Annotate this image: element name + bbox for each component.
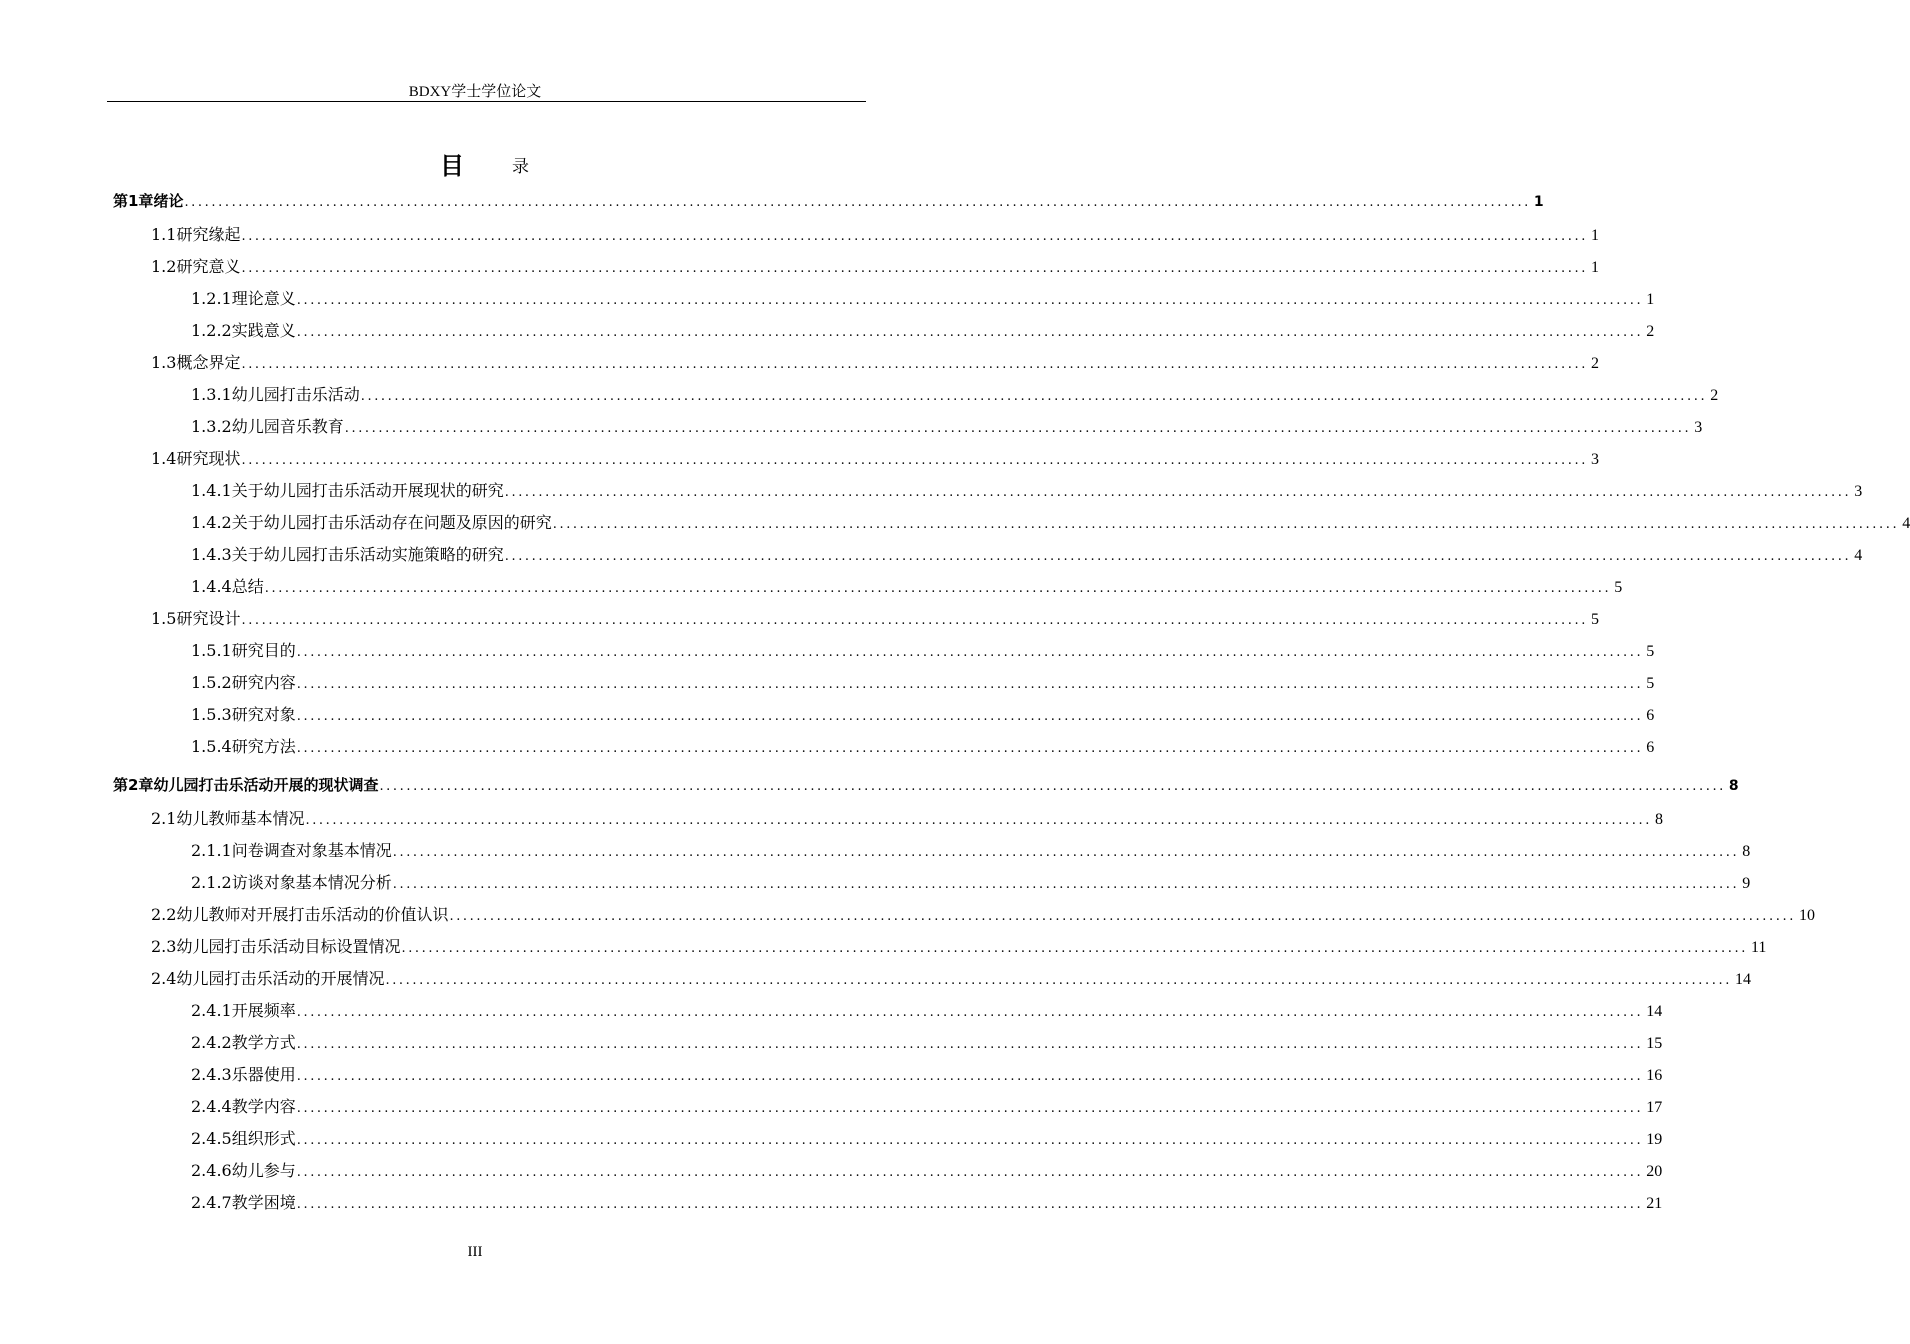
toc-entry-number: 1.2.1 xyxy=(191,289,232,308)
toc-entry-title: 组织形式 xyxy=(231,1129,296,1148)
toc-leader-dots: ........................................................................................................................................................................................................ xyxy=(296,741,1644,756)
toc-entry-title: 幼儿教师基本情况 xyxy=(176,809,305,828)
toc-entry[interactable] xyxy=(191,670,1655,694)
toc-entry-page: 2 xyxy=(1646,323,1655,340)
toc-entry-title: 教学困境 xyxy=(231,1193,296,1212)
toc-entry-number: 2.4.4 xyxy=(191,1097,232,1116)
toc-entry-page: 8 xyxy=(1728,778,1739,794)
toc-title-char-1: 目 xyxy=(440,152,464,180)
toc-entry[interactable] xyxy=(191,478,1863,502)
toc-entry-page: 5 xyxy=(1614,579,1623,596)
toc-entry-number: 2.4.3 xyxy=(191,1065,232,1084)
toc-entry-title: 研究对象 xyxy=(231,705,296,724)
toc-entry[interactable] xyxy=(191,1126,1663,1150)
toc-entry-number: 1.5 xyxy=(151,609,177,628)
toc-leader-dots: ........................................................................................................................................................................................................ xyxy=(305,813,1652,828)
toc-entry-number: 1.3.2 xyxy=(191,417,232,436)
toc-entry-number: 2.1 xyxy=(151,809,177,828)
toc-entry-page: 5 xyxy=(1646,643,1655,660)
toc-entry-page: 6 xyxy=(1646,739,1655,756)
toc-entry-title: 幼儿参与 xyxy=(231,1161,296,1180)
toc-entry-page: 14 xyxy=(1734,971,1751,988)
toc-leader-dots: ........................................................................................................................................................................................................ xyxy=(360,389,1708,404)
toc-entry-title: 研究内容 xyxy=(231,673,296,692)
toc-entry-page: 11 xyxy=(1750,939,1767,956)
page-number: III xyxy=(467,1244,483,1260)
toc-entry-title: 理论意义 xyxy=(231,289,296,308)
toc-entry-page: 14 xyxy=(1646,1003,1663,1020)
toc-entry-number: 2.1.2 xyxy=(191,873,232,892)
toc-entry-page: 20 xyxy=(1646,1163,1663,1180)
toc-entry[interactable] xyxy=(151,222,1599,246)
toc-entry-title: 幼儿园音乐教育 xyxy=(231,417,344,436)
toc-entry-page: 10 xyxy=(1798,907,1815,924)
toc-entry-title: 关于幼儿园打击乐活动开展现状的研究 xyxy=(231,481,504,500)
toc-entry[interactable] xyxy=(191,574,1623,598)
toc-entry-page: 1 xyxy=(1590,227,1599,244)
toc-entry-number: 2.4 xyxy=(151,969,177,988)
toc-entry-page: 1 xyxy=(1533,194,1544,210)
toc-entry[interactable] xyxy=(191,414,1703,438)
toc-title-char-2: 录 xyxy=(512,157,529,177)
toc-entry-page: 5 xyxy=(1646,675,1655,692)
toc-entry-number: 2.4.1 xyxy=(191,1001,232,1020)
toc-entry-title: 研究方法 xyxy=(231,737,296,756)
toc-leader-dots: ........................................................................................................................................................................................................ xyxy=(296,1165,1644,1180)
toc-entry-title: 研究现状 xyxy=(176,449,241,468)
toc-entry-title: 实践意义 xyxy=(231,321,296,340)
toc-entry-title: 总结 xyxy=(231,577,264,596)
toc-entry-page: 4 xyxy=(1902,515,1910,532)
toc-entry[interactable] xyxy=(191,870,1751,894)
toc-entry-title: 教学方式 xyxy=(231,1033,296,1052)
toc-entry-page: 5 xyxy=(1590,611,1599,628)
toc-entry-page: 15 xyxy=(1646,1035,1663,1052)
toc-leader-dots: ........................................................................................................................................................................................................ xyxy=(184,195,1531,210)
toc-entry[interactable] xyxy=(151,966,1751,990)
toc-leader-dots: ........................................................................................................................................................................................................ xyxy=(296,293,1644,308)
toc-entry-number: 2.3 xyxy=(151,937,177,956)
toc-entry-number: 1.4.3 xyxy=(191,545,232,564)
toc-entry-page: 19 xyxy=(1646,1131,1663,1148)
toc-entry-title: 幼儿园打击乐活动 xyxy=(231,385,360,404)
toc-entry[interactable] xyxy=(191,542,1863,566)
toc-leader-dots: ........................................................................................................................................................................................................ xyxy=(504,549,1852,564)
toc-entry[interactable] xyxy=(151,934,1767,958)
toc-leader-dots: ........................................................................................................................................................................................................ xyxy=(296,1037,1644,1052)
toc-entry-number: 1.2.2 xyxy=(191,321,232,340)
toc-entry-title: 研究设计 xyxy=(176,609,241,628)
toc-entry-title: 幼儿教师对开展打击乐活动的价值认识 xyxy=(176,905,449,924)
toc-entry-title: 概念界定 xyxy=(176,353,241,372)
toc-entry[interactable] xyxy=(151,350,1599,374)
toc-entry[interactable] xyxy=(151,254,1599,278)
toc-leader-dots: ........................................................................................................................................................................................................ xyxy=(296,677,1644,692)
toc-entry-page: 2 xyxy=(1710,387,1719,404)
toc-leader-dots: ........................................................................................................................................................................................................ xyxy=(392,845,1740,860)
toc-entry-page: 16 xyxy=(1646,1067,1663,1084)
toc-entry-number: 2.2 xyxy=(151,905,177,924)
toc-entry-number: 2.1.1 xyxy=(191,841,232,860)
toc-entry-page: 1 xyxy=(1590,259,1599,276)
toc-entry[interactable] xyxy=(191,1062,1663,1086)
toc-entry-title: 访谈对象基本情况分析 xyxy=(231,873,392,892)
toc-entry[interactable] xyxy=(151,806,1663,830)
toc-leader-dots: ........................................................................................................................................................................................................ xyxy=(296,1133,1644,1148)
toc-leader-dots: ........................................................................................................................................................................................................ xyxy=(241,613,1588,628)
toc-leader-dots: ........................................................................................................................................................................................................ xyxy=(241,357,1588,372)
toc-entry-number: 2.4.7 xyxy=(191,1193,232,1212)
toc-entry-title: 教学内容 xyxy=(231,1097,296,1116)
toc-entry-title: 研究缘起 xyxy=(176,225,241,244)
toc-entry-number: 第1章 xyxy=(113,192,154,210)
toc-entry-page: 3 xyxy=(1590,451,1599,468)
toc-entry-number: 1.4.2 xyxy=(191,513,232,532)
toc-entry-title: 问卷调查对象基本情况 xyxy=(231,841,392,860)
toc-entry-title: 关于幼儿园打击乐活动存在问题及原因的研究 xyxy=(231,513,552,532)
toc-entry[interactable] xyxy=(191,1030,1663,1054)
toc-entry-page: 6 xyxy=(1646,707,1655,724)
toc-leader-dots: ........................................................................................................................................................................................................ xyxy=(392,877,1740,892)
toc-entry[interactable] xyxy=(151,606,1599,630)
toc-entry-page: 21 xyxy=(1646,1195,1663,1212)
toc-leader-dots: ........................................................................................................................................................................................................ xyxy=(344,421,1692,436)
toc-leader-dots: ........................................................................................................................................................................................................ xyxy=(241,229,1588,244)
toc-entry[interactable] xyxy=(191,638,1655,662)
toc-entry-title: 研究目的 xyxy=(231,641,296,660)
toc-entry[interactable] xyxy=(191,1158,1663,1182)
toc-entry-title: 幼儿园打击乐活动开展的现状调查 xyxy=(153,776,379,794)
toc-entry-number: 1.5.1 xyxy=(191,641,232,660)
toc-leader-dots: ........................................................................................................................................................................................................ xyxy=(296,709,1644,724)
toc-leader-dots: ........................................................................................................................................................................................................ xyxy=(401,941,1748,956)
toc-leader-dots: ........................................................................................................................................................................................................ xyxy=(241,261,1588,276)
toc-entry-title: 开展频率 xyxy=(231,1001,296,1020)
toc-leader-dots: ........................................................................................................................................................................................................ xyxy=(449,909,1796,924)
toc-entry[interactable] xyxy=(113,190,1544,214)
toc-leader-dots: ........................................................................................................................................................................................................ xyxy=(296,1197,1644,1212)
toc-entry-title: 幼儿园打击乐活动目标设置情况 xyxy=(176,937,401,956)
toc-entry-number: 2.4.2 xyxy=(191,1033,232,1052)
toc-entry[interactable] xyxy=(191,382,1719,406)
toc-entry-number: 2.4.6 xyxy=(191,1161,232,1180)
toc-entry-number: 2.4.5 xyxy=(191,1129,232,1148)
toc-entry-title: 关于幼儿园打击乐活动实施策略的研究 xyxy=(231,545,504,564)
toc-leader-dots: ........................................................................................................................................................................................................ xyxy=(379,779,1726,794)
toc-entry-number: 1.5.4 xyxy=(191,737,232,756)
toc-entry-title: 乐器使用 xyxy=(231,1065,296,1084)
toc-leader-dots: ........................................................................................................................................................................................................ xyxy=(296,1101,1644,1116)
toc-leader-dots: ........................................................................................................................................................................................................ xyxy=(296,325,1644,340)
toc-entry-title: 研究意义 xyxy=(176,257,241,276)
toc-leader-dots: ........................................................................................................................................................................................................ xyxy=(552,517,1900,532)
toc-entry-page: 9 xyxy=(1742,875,1751,892)
toc-entry[interactable] xyxy=(113,774,1739,798)
toc-leader-dots: ........................................................................................................................................................................................................ xyxy=(504,485,1852,500)
toc-leader-dots: ........................................................................................................................................................................................................ xyxy=(296,1069,1644,1084)
toc-entry[interactable] xyxy=(151,902,1815,926)
toc-entry-title: 幼儿园打击乐活动的开展情况 xyxy=(176,969,385,988)
toc-entry[interactable] xyxy=(191,286,1655,310)
toc-entry[interactable] xyxy=(191,838,1751,862)
toc-entry[interactable] xyxy=(191,1190,1663,1214)
header-rule xyxy=(107,101,866,102)
toc-entry-page: 17 xyxy=(1646,1099,1663,1116)
toc-leader-dots: ........................................................................................................................................................................................................ xyxy=(385,973,1732,988)
toc-title xyxy=(0,146,950,180)
toc-entry[interactable] xyxy=(191,734,1655,758)
toc-entry-number: 1.3 xyxy=(151,353,177,372)
toc-entry-number: 1.1 xyxy=(151,225,177,244)
toc-leader-dots: ........................................................................................................................................................................................................ xyxy=(296,645,1644,660)
toc-entry[interactable] xyxy=(191,510,1910,534)
toc-entry-page: 3 xyxy=(1854,483,1863,500)
toc-leader-dots: ........................................................................................................................................................................................................ xyxy=(296,1005,1644,1020)
running-header: BDXY学士学位论文 xyxy=(408,84,542,100)
toc-entry-number: 1.2 xyxy=(151,257,177,276)
toc-entry-page: 8 xyxy=(1654,811,1663,828)
toc-entry-page: 1 xyxy=(1646,291,1655,308)
toc-entry-page: 3 xyxy=(1694,419,1703,436)
toc-entry-number: 1.4 xyxy=(151,449,177,468)
toc-entry-number: 1.4.4 xyxy=(191,577,232,596)
toc-entry[interactable] xyxy=(191,1094,1663,1118)
toc-entry-number: 第2章 xyxy=(113,776,154,794)
toc-entry-page: 4 xyxy=(1854,547,1863,564)
toc-entry-number: 1.5.2 xyxy=(191,673,232,692)
toc-entry[interactable] xyxy=(191,998,1663,1022)
toc-entry-page: 2 xyxy=(1590,355,1599,372)
toc-entry-number: 1.5.3 xyxy=(191,705,232,724)
toc-entry[interactable] xyxy=(191,318,1655,342)
toc-leader-dots: ........................................................................................................................................................................................................ xyxy=(241,453,1588,468)
toc-entry-title: 绪论 xyxy=(153,192,184,210)
toc-leader-dots: ........................................................................................................................................................................................................ xyxy=(264,581,1612,596)
toc-entry-page: 8 xyxy=(1742,843,1751,860)
toc-entry-number: 1.3.1 xyxy=(191,385,232,404)
toc-entry-number: 1.4.1 xyxy=(191,481,232,500)
toc-entry[interactable] xyxy=(151,446,1599,470)
toc-entry[interactable] xyxy=(191,702,1655,726)
